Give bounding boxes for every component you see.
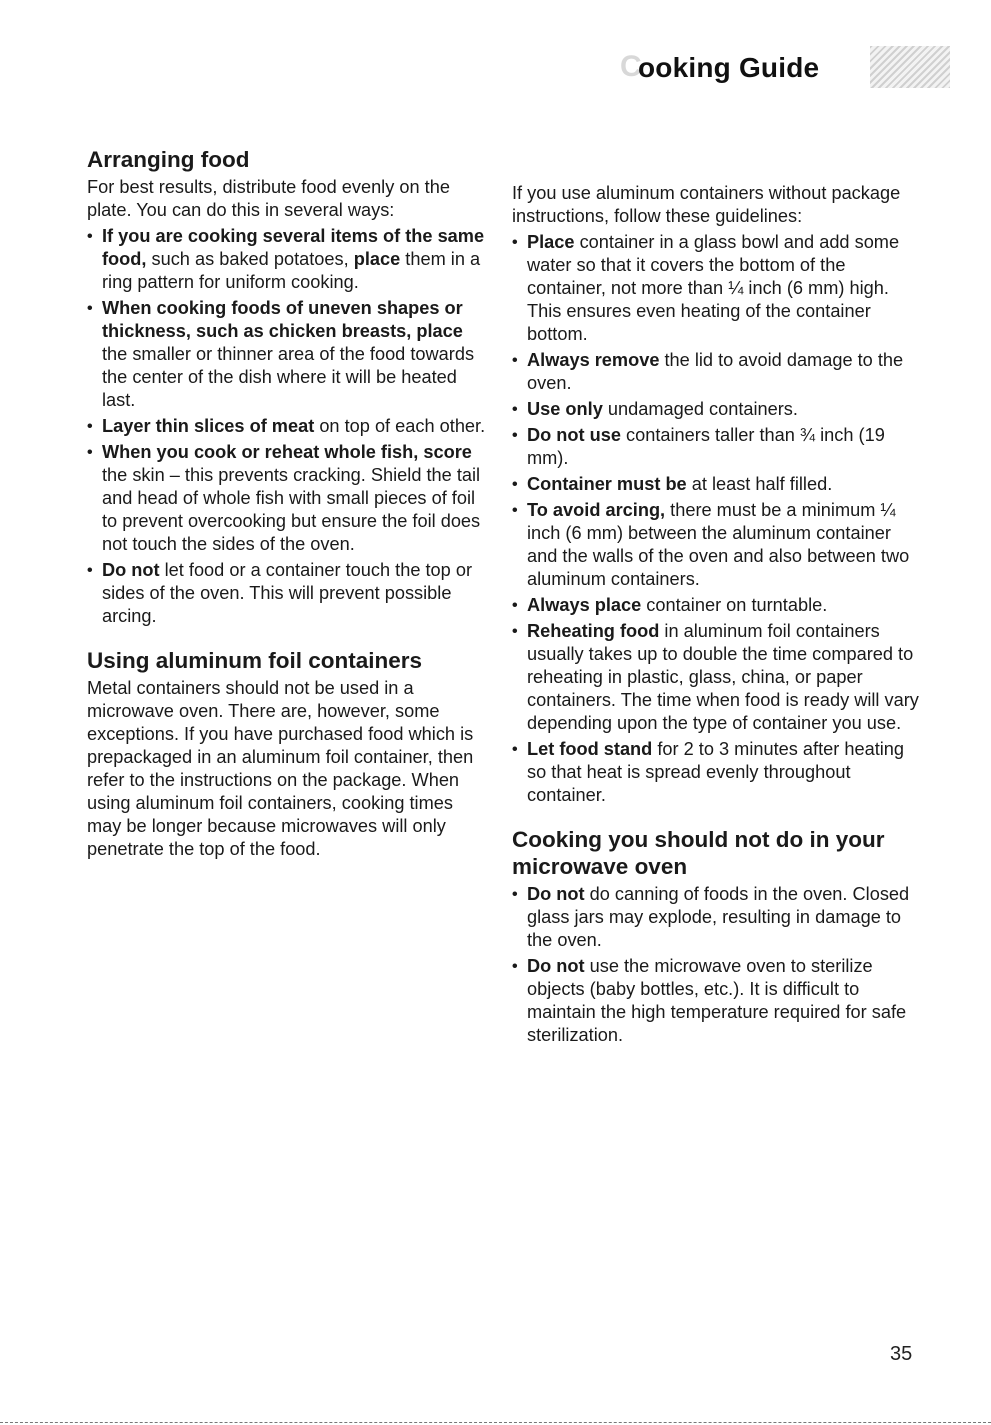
item-text: use the microwave oven to sterilize objects (baby bottles, etc.). It is difficult to maintain the high temperature required for safe sterilization. bbox=[527, 956, 907, 1045]
section-cooking-not-to-do bbox=[512, 826, 924, 1047]
bullet-icon: • bbox=[512, 352, 518, 369]
section-aluminum-foil bbox=[87, 647, 487, 861]
arranging-list bbox=[87, 225, 487, 628]
bullet-icon: • bbox=[512, 502, 518, 519]
bullet-icon: • bbox=[87, 300, 93, 317]
item-text: there must be a minimum ¼ inch (6 mm) between the aluminum container and the walls of the oven and also between two aluminum containers. bbox=[527, 500, 910, 589]
item-bold: Reheating food bbox=[527, 621, 660, 641]
item-text: them in a ring pattern for uniform cooking. bbox=[102, 249, 481, 292]
item-text: on top of each other. bbox=[314, 416, 486, 436]
item-text: the lid to avoid damage to the oven. bbox=[527, 350, 904, 393]
list-item bbox=[512, 594, 924, 617]
item-bold: Do not bbox=[527, 884, 585, 904]
header-decorative-pattern bbox=[870, 46, 950, 88]
bullet-icon: • bbox=[87, 444, 93, 461]
bullet-icon: • bbox=[512, 623, 518, 640]
item-bold: To avoid arcing, bbox=[527, 500, 666, 520]
item-text: containers taller than ¾ inch (19 mm). bbox=[527, 425, 885, 468]
section-heading: Using aluminum foil containers bbox=[87, 648, 423, 673]
item-bold: Do not use bbox=[527, 425, 621, 445]
left-column bbox=[87, 146, 487, 861]
item-text: the skin – this prevents cracking. Shield the tail and head of whole fish with small pieces of foil to prevent overcooking but ensure the foil does not touch the sides of the oven. bbox=[102, 465, 481, 554]
list-item bbox=[512, 499, 924, 591]
item-bold: Place bbox=[527, 232, 575, 252]
item-text: such as baked potatoes, bbox=[146, 249, 354, 269]
item-bold: Do not bbox=[527, 956, 585, 976]
item-bold: Use only bbox=[527, 399, 603, 419]
item-text: in aluminum foil containers usually takes up to double the time compared to reheating in plastic, glass, china, or paper containers. The time when food is ready will vary depending upon the type of container you use. bbox=[527, 621, 919, 733]
item-bold: If you are cooking several items of the same food, bbox=[102, 226, 485, 269]
list-item bbox=[512, 398, 924, 421]
bullet-icon: • bbox=[87, 418, 93, 435]
section-heading: Cooking you should not do in your microwave oven bbox=[512, 827, 885, 879]
item-bold: Let food stand bbox=[527, 739, 653, 759]
header-title-initial: C bbox=[620, 50, 642, 83]
list-item bbox=[87, 441, 487, 556]
item-text: the smaller or thinner area of the food towards the center of the dish where it will be heated last. bbox=[102, 344, 475, 410]
page-header bbox=[620, 44, 960, 100]
bullet-icon: • bbox=[87, 228, 93, 245]
bottom-divider bbox=[0, 1422, 991, 1423]
bullet-icon: • bbox=[512, 234, 518, 251]
guidelines-list bbox=[512, 231, 924, 807]
section-heading: Arranging food bbox=[87, 147, 250, 172]
list-item bbox=[512, 231, 924, 346]
list-item bbox=[512, 955, 924, 1047]
item-bold: Container must be bbox=[527, 474, 687, 494]
list-item bbox=[512, 883, 924, 952]
bullet-icon: • bbox=[512, 427, 518, 444]
section-arranging-food bbox=[87, 146, 487, 628]
bullet-icon: • bbox=[87, 562, 93, 579]
item-bold: Always place bbox=[527, 595, 642, 615]
bullet-icon: • bbox=[512, 401, 518, 418]
column-spacer bbox=[512, 146, 924, 182]
item-bold: place bbox=[353, 249, 401, 269]
section-aluminum-guidelines bbox=[512, 182, 924, 807]
item-text: for 2 to 3 minutes after heating so that heat is spread evenly throughout container. bbox=[527, 739, 905, 805]
not-do-list bbox=[512, 883, 924, 1047]
list-item bbox=[512, 473, 924, 496]
section-body: Metal containers should not be used in a microwave oven. There are, however, some exceptions. If you have purchased food which is prepackaged in an aluminum foil container, then refer to the instructions on the package. When using aluminum foil containers, cooking times may be longer because microwaves will only penetrate the top of the food. bbox=[87, 678, 474, 859]
item-text: let food or a container touch the top or sides of the oven. This will prevent possible arcing. bbox=[102, 560, 472, 626]
list-item bbox=[512, 424, 924, 470]
list-item bbox=[87, 297, 487, 412]
item-text: container in a glass bowl and add some water so that it covers the bottom of the container, not more than ¼ inch (6 mm) high. This ensures even heating of the container bottom. bbox=[527, 232, 900, 344]
page-number: 35 bbox=[890, 1343, 913, 1365]
item-bold: When cooking foods of uneven shapes or thickness, such as chicken breasts, place bbox=[102, 298, 463, 341]
right-column bbox=[512, 146, 924, 1047]
bullet-icon: • bbox=[512, 597, 518, 614]
item-text: undamaged containers. bbox=[602, 399, 798, 419]
item-bold: Layer thin slices of meat bbox=[102, 416, 315, 436]
item-bold: Do not bbox=[102, 560, 160, 580]
bullet-icon: • bbox=[512, 476, 518, 493]
list-item bbox=[87, 415, 487, 438]
section-intro: For best results, distribute food evenly on the plate. You can do this in several ways: bbox=[87, 177, 450, 220]
bullet-icon: • bbox=[512, 958, 518, 975]
bullet-icon: • bbox=[512, 741, 518, 758]
list-item bbox=[87, 225, 487, 294]
list-item bbox=[512, 620, 924, 735]
item-text: do canning of foods in the oven. Closed glass jars may explode, resulting in damage to the oven. bbox=[527, 884, 910, 950]
item-text: at least half filled. bbox=[686, 474, 833, 494]
list-item bbox=[87, 559, 487, 628]
item-text: container on turntable. bbox=[641, 595, 828, 615]
section-intro: If you use aluminum containers without package instructions, follow these guidelines: bbox=[512, 183, 901, 226]
item-bold: When you cook or reheat whole fish, score bbox=[102, 442, 472, 462]
bullet-icon: • bbox=[512, 886, 518, 903]
item-bold: Always remove bbox=[527, 350, 660, 370]
list-item bbox=[512, 349, 924, 395]
header-title: ooking Guide bbox=[638, 52, 820, 83]
list-item bbox=[512, 738, 924, 807]
